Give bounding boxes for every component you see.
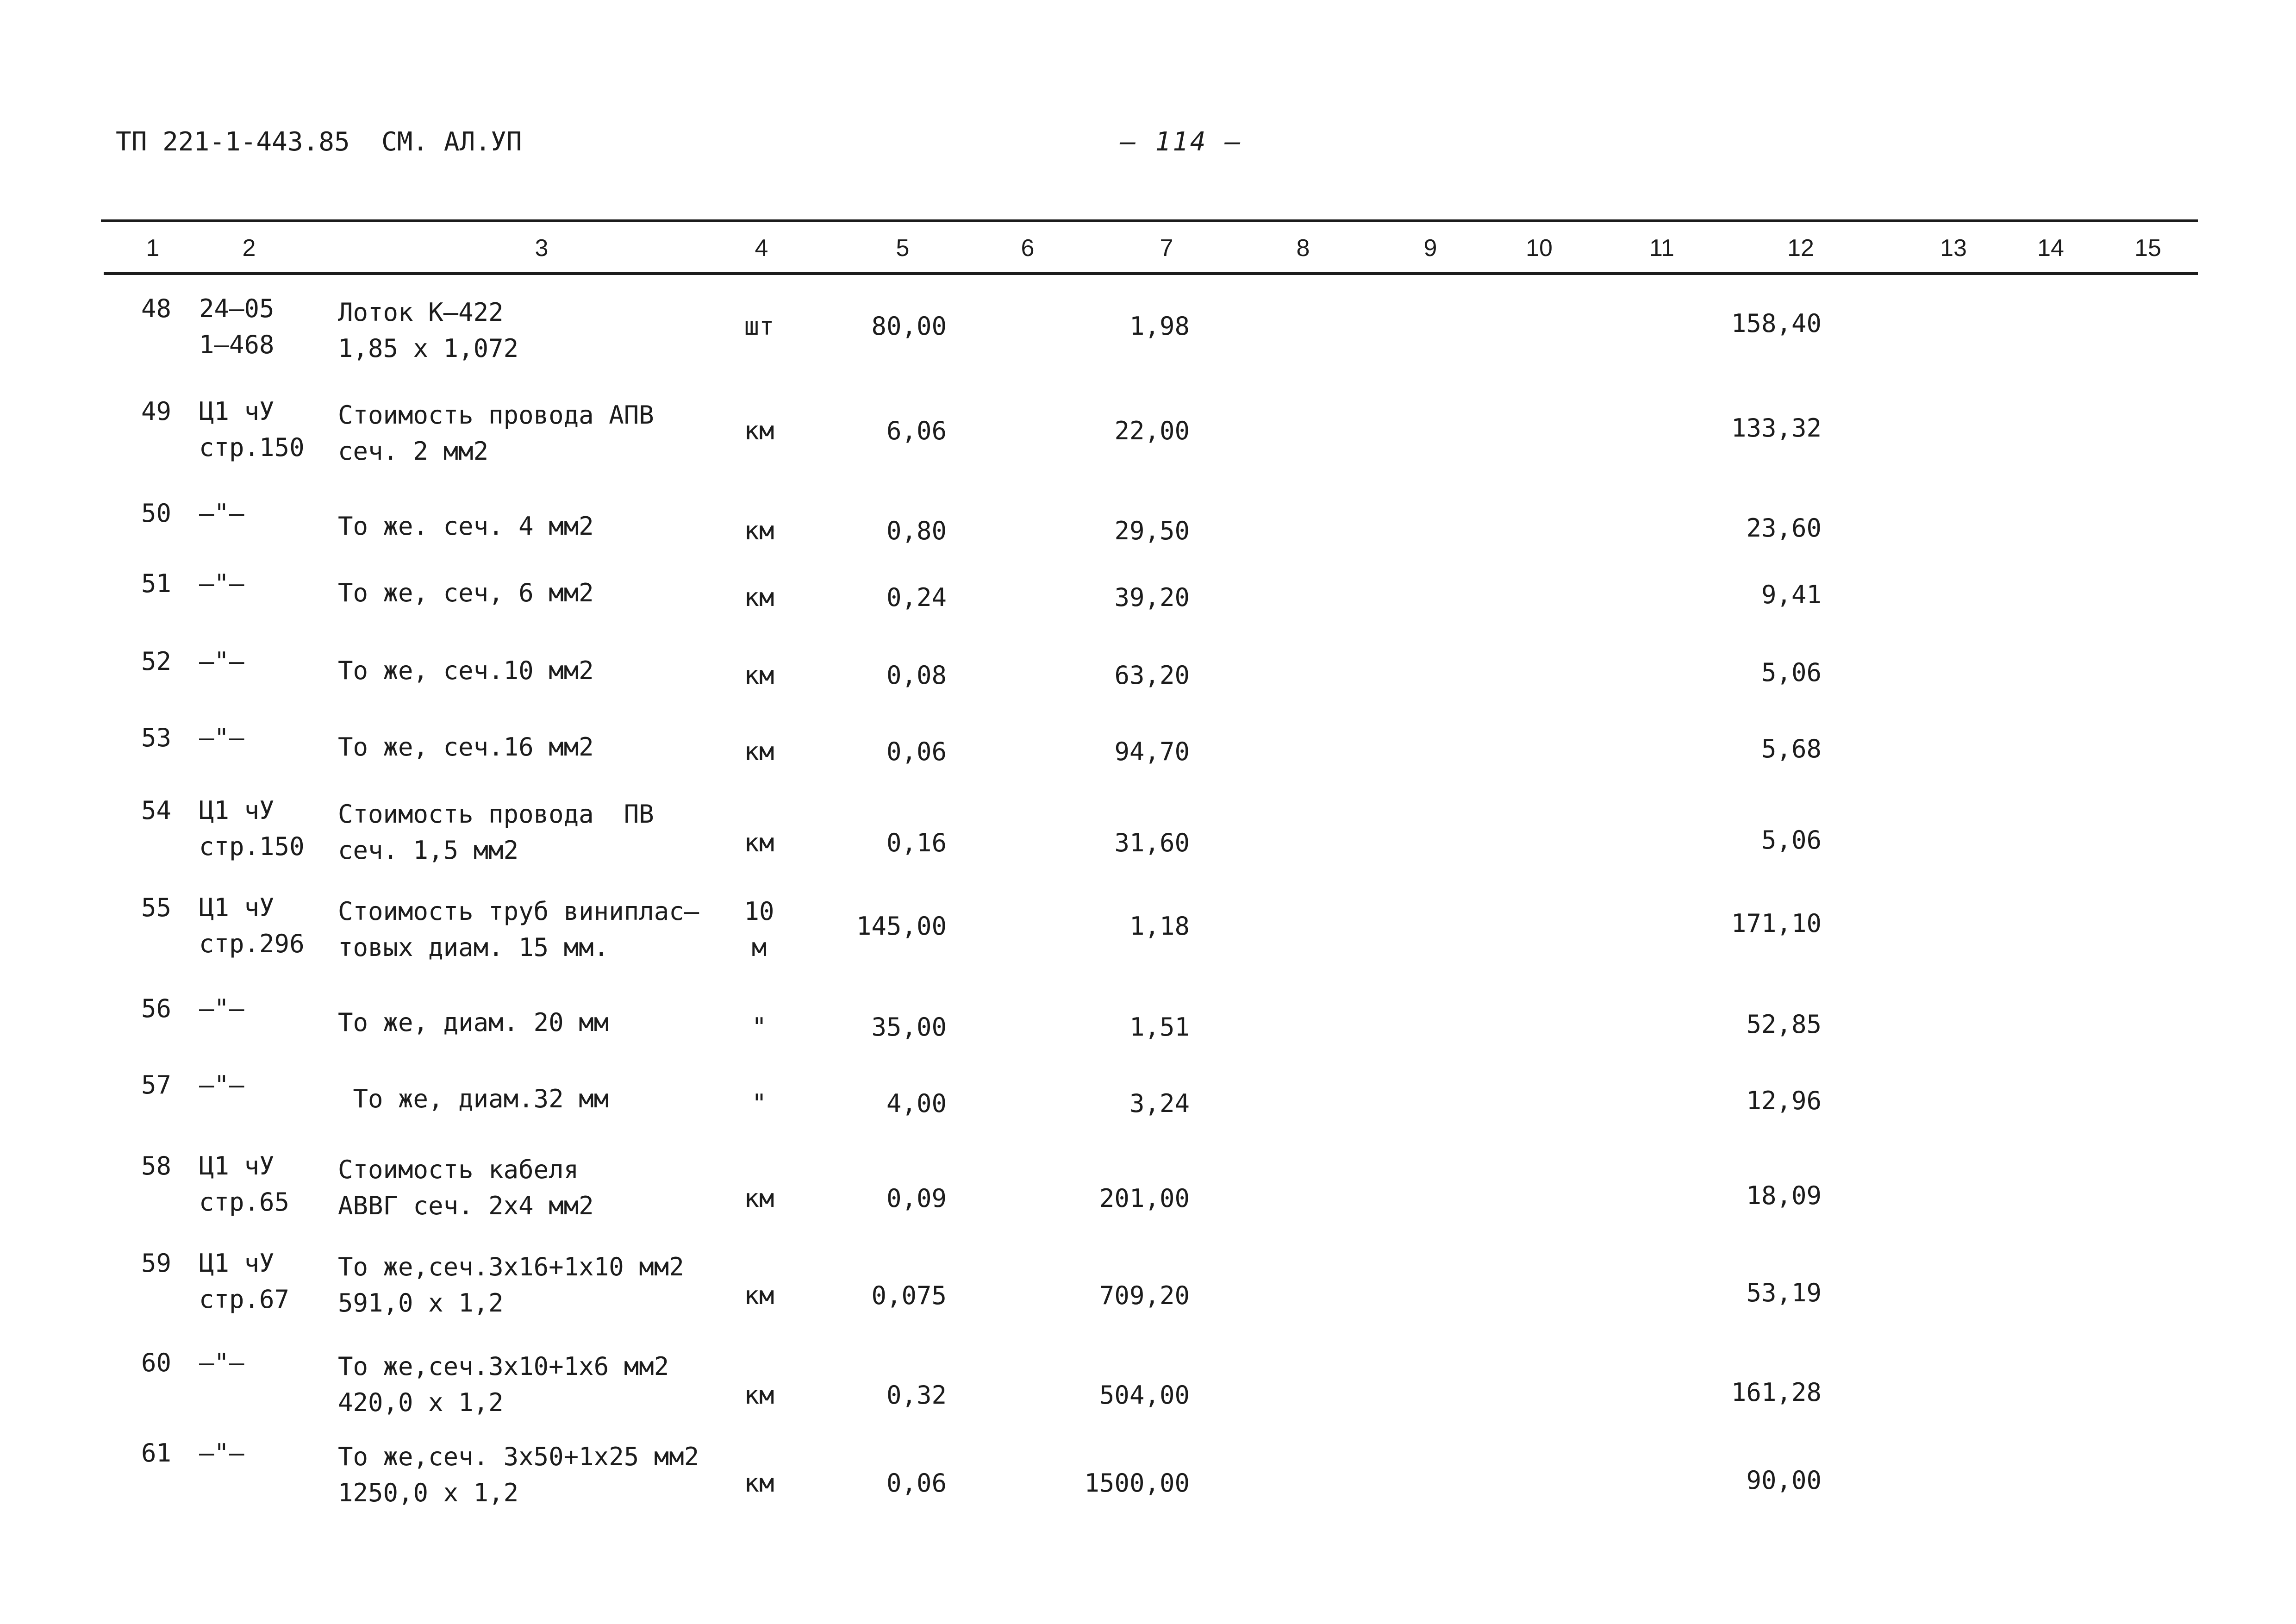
price-reference: –"– bbox=[199, 723, 244, 752]
total-cost: 158,40 bbox=[1731, 309, 1822, 338]
quantity: 0,09 bbox=[886, 1184, 947, 1213]
price-reference: –"– bbox=[199, 499, 244, 528]
item-description: То же. сеч. 4 мм2 bbox=[338, 512, 594, 541]
quantity: 0,24 bbox=[886, 583, 947, 612]
row-number: 60 bbox=[141, 1348, 171, 1377]
item-description: То же, сеч, 6 мм2 bbox=[338, 578, 594, 607]
row-number: 58 bbox=[141, 1151, 171, 1181]
unit: км bbox=[744, 583, 774, 612]
column-number-1: 1 bbox=[146, 235, 160, 262]
unit: " bbox=[751, 1089, 767, 1118]
unit: км bbox=[744, 828, 774, 857]
unit-price: 31,60 bbox=[1114, 828, 1190, 857]
row-number: 59 bbox=[141, 1249, 171, 1278]
unit-price: 709,20 bbox=[1099, 1281, 1190, 1310]
unit-price: 504,00 bbox=[1099, 1380, 1190, 1410]
unit: шт bbox=[744, 312, 774, 341]
unit: км bbox=[744, 1184, 774, 1213]
unit-price: 22,00 bbox=[1114, 416, 1190, 445]
total-cost: 161,28 bbox=[1731, 1378, 1822, 1407]
unit-price: 1500,00 bbox=[1084, 1468, 1190, 1498]
price-reference: 24–05 1–468 bbox=[199, 294, 275, 359]
item-description: То же,сеч.3х10+1х6 мм2 420,0 х 1,2 bbox=[338, 1352, 669, 1417]
row-number: 61 bbox=[141, 1438, 171, 1468]
item-description: Стоимость труб виниплас– товых диам. 15 мм. bbox=[338, 897, 699, 962]
total-cost: 52,85 bbox=[1746, 1010, 1822, 1039]
quantity: 0,32 bbox=[886, 1380, 947, 1410]
item-description: Лоток К–422 1,85 х 1,072 bbox=[338, 298, 519, 363]
column-number-12: 12 bbox=[1787, 235, 1814, 262]
sheet-reference: СМ. АЛ.УП bbox=[381, 127, 522, 157]
item-description: То же, сеч.10 мм2 bbox=[338, 656, 594, 685]
column-number-15: 15 bbox=[2134, 235, 2161, 262]
total-cost: 133,32 bbox=[1731, 413, 1822, 443]
unit: км bbox=[744, 1468, 774, 1498]
unit: км bbox=[744, 661, 774, 690]
item-description: Стоимость провода АПВ сеч. 2 мм2 bbox=[338, 400, 654, 466]
unit-price: 3,24 bbox=[1129, 1089, 1190, 1118]
unit-price: 63,20 bbox=[1114, 661, 1190, 690]
quantity: 6,06 bbox=[886, 416, 947, 445]
price-reference: –"– bbox=[199, 1070, 244, 1099]
table-header-rule bbox=[104, 272, 2198, 275]
price-reference: Ц1 чУ стр.150 bbox=[199, 796, 305, 861]
column-number-6: 6 bbox=[1021, 235, 1035, 262]
row-number: 56 bbox=[141, 994, 171, 1023]
column-number-4: 4 bbox=[755, 235, 768, 262]
row-number: 55 bbox=[141, 893, 171, 922]
unit: км bbox=[744, 1380, 774, 1410]
unit: " bbox=[751, 1012, 767, 1042]
quantity: 0,16 bbox=[886, 828, 947, 857]
unit-price: 94,70 bbox=[1114, 737, 1190, 766]
row-number: 51 bbox=[141, 569, 171, 598]
item-description: То же, диам. 20 мм bbox=[338, 1008, 609, 1037]
price-reference: –"– bbox=[199, 1438, 244, 1468]
quantity: 0,80 bbox=[886, 516, 947, 545]
unit: км bbox=[744, 416, 774, 445]
item-description: Стоимость кабеля АВВГ сеч. 2х4 мм2 bbox=[338, 1155, 594, 1220]
total-cost: 5,06 bbox=[1761, 825, 1822, 855]
price-reference: –"– bbox=[199, 1348, 244, 1377]
row-number: 54 bbox=[141, 796, 171, 825]
unit-price: 39,20 bbox=[1114, 583, 1190, 612]
price-reference: –"– bbox=[199, 994, 244, 1023]
total-cost: 53,19 bbox=[1746, 1278, 1822, 1307]
price-reference: Ц1 чУ стр.67 bbox=[199, 1249, 290, 1314]
item-description: То же,сеч.3х16+1х10 мм2 591,0 х 1,2 bbox=[338, 1252, 684, 1318]
total-cost: 5,68 bbox=[1761, 734, 1822, 763]
price-reference: Ц1 чУ стр.296 bbox=[199, 893, 305, 958]
price-reference: –"– bbox=[199, 647, 244, 676]
column-number-8: 8 bbox=[1296, 235, 1310, 262]
quantity: 80,00 bbox=[871, 312, 947, 341]
total-cost: 23,60 bbox=[1746, 513, 1822, 543]
column-number-7: 7 bbox=[1160, 235, 1173, 262]
price-reference: –"– bbox=[199, 569, 244, 598]
unit-price: 29,50 bbox=[1114, 516, 1190, 545]
column-number-13: 13 bbox=[1940, 235, 1967, 262]
item-description: То же, диам.32 мм bbox=[338, 1084, 609, 1113]
quantity: 35,00 bbox=[871, 1012, 947, 1042]
total-cost: 12,96 bbox=[1746, 1086, 1822, 1115]
item-description: Стоимость провода ПВ сеч. 1,5 мм2 bbox=[338, 800, 654, 865]
item-description: То же,сеч. 3х50+1х25 мм2 1250,0 х 1,2 bbox=[338, 1442, 699, 1507]
item-description: То же, сеч.16 мм2 bbox=[338, 732, 594, 762]
column-number-3: 3 bbox=[535, 235, 549, 262]
table-top-rule bbox=[101, 219, 2198, 222]
unit-price: 1,18 bbox=[1129, 912, 1190, 941]
unit-price: 201,00 bbox=[1099, 1184, 1190, 1213]
row-number: 52 bbox=[141, 647, 171, 676]
row-number: 49 bbox=[141, 397, 171, 426]
quantity: 145,00 bbox=[856, 912, 947, 941]
column-number-9: 9 bbox=[1423, 235, 1437, 262]
unit: км bbox=[744, 737, 774, 766]
total-cost: 9,41 bbox=[1761, 580, 1822, 609]
quantity: 0,08 bbox=[886, 661, 947, 690]
document-code: ТП 221-1-443.85 bbox=[116, 127, 350, 157]
row-number: 48 bbox=[141, 294, 171, 323]
unit: 10 м bbox=[744, 897, 774, 962]
price-reference: Ц1 чУ стр.65 bbox=[199, 1151, 290, 1217]
total-cost: 90,00 bbox=[1746, 1466, 1822, 1495]
total-cost: 171,10 bbox=[1731, 909, 1822, 938]
total-cost: 5,06 bbox=[1761, 658, 1822, 687]
unit: км bbox=[744, 516, 774, 545]
page-number: – 114 – bbox=[1120, 127, 1243, 157]
column-number-2: 2 bbox=[242, 235, 256, 262]
row-number: 57 bbox=[141, 1070, 171, 1099]
column-number-14: 14 bbox=[2037, 235, 2064, 262]
quantity: 4,00 bbox=[886, 1089, 947, 1118]
row-number: 50 bbox=[141, 499, 171, 528]
unit-price: 1,51 bbox=[1129, 1012, 1190, 1042]
column-number-10: 10 bbox=[1526, 235, 1553, 262]
unit: км bbox=[744, 1281, 774, 1310]
row-number: 53 bbox=[141, 723, 171, 752]
column-number-5: 5 bbox=[896, 235, 910, 262]
column-number-11: 11 bbox=[1649, 235, 1674, 262]
quantity: 0,06 bbox=[886, 737, 947, 766]
quantity: 0,075 bbox=[871, 1281, 947, 1310]
unit-price: 1,98 bbox=[1129, 312, 1190, 341]
price-reference: Ц1 чУ стр.150 bbox=[199, 397, 305, 462]
total-cost: 18,09 bbox=[1746, 1181, 1822, 1210]
quantity: 0,06 bbox=[886, 1468, 947, 1498]
